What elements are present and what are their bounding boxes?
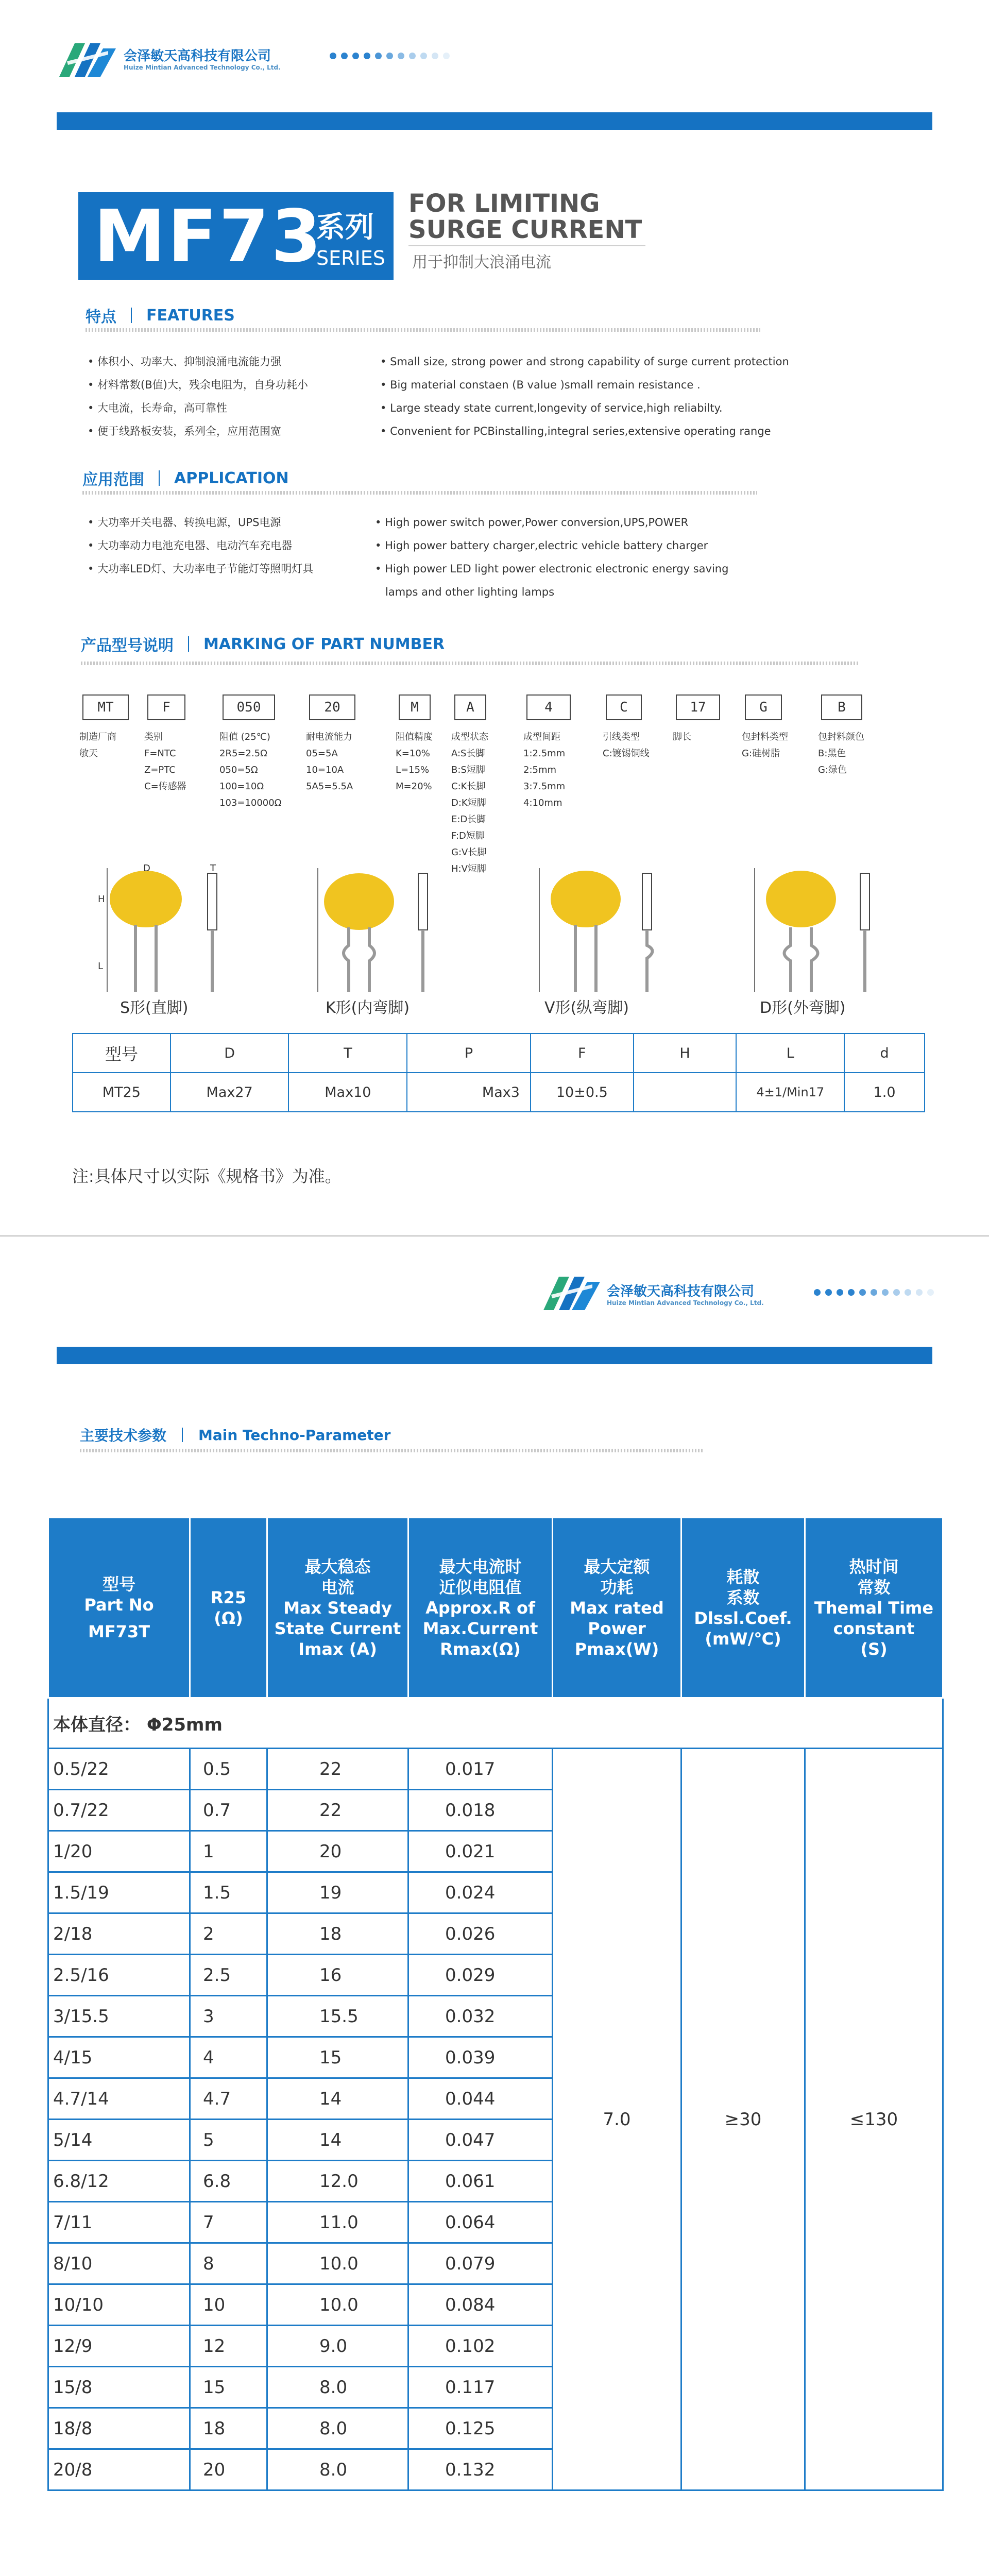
part-code-desc [144, 729, 186, 795]
shape-d-drawing [729, 863, 894, 997]
part-code-desc [219, 729, 281, 811]
column-header [805, 1518, 943, 1698]
table-header: 型号 [73, 1033, 170, 1073]
table-cell: 0.024 [408, 1872, 553, 1913]
params-table [47, 1517, 944, 2491]
table-cell: 0.021 [408, 1831, 553, 1872]
part-code-box: G [745, 694, 782, 720]
table-cell: 0.026 [408, 1913, 553, 1955]
params-divider [80, 1449, 703, 1452]
desc-line: G:硅树脂 [742, 748, 780, 759]
list-item: • 便于线路板安装，系列全，应用范围宽 [88, 425, 282, 437]
features-title-en: FEATURES [146, 306, 235, 325]
desc-line: C=传感器 [144, 781, 186, 792]
list-item: • 大功率开关电器、转换电源，UPS电源 [88, 516, 281, 529]
desc-line: 2R5=2.5Ω [219, 748, 267, 759]
decor-dots [814, 1289, 934, 1296]
part-code-box: M [399, 694, 431, 720]
table-cell: 0.047 [408, 2120, 553, 2161]
table-cell: Max10 [288, 1073, 407, 1112]
header-line: 电流 [321, 1577, 354, 1597]
list-item: • 体积小、功率大、抑制浪涌电流能力强 [88, 355, 282, 368]
table-cell: 0.132 [408, 2449, 553, 2490]
table-header: d [844, 1033, 925, 1073]
desc-line: H:V短脚 [451, 863, 486, 874]
desc-line: 阻值精度 [396, 732, 433, 742]
desc-line: 4:10mm [523, 798, 562, 808]
table-cell: 15.5 [267, 1996, 408, 2037]
desc-line: Z=PTC [144, 765, 176, 775]
header-line: 常数 [857, 1577, 891, 1597]
part-code-desc [742, 729, 788, 762]
table-cell [634, 1073, 737, 1112]
table-header: P [407, 1033, 531, 1073]
table-cell: 6.8 [190, 2161, 267, 2202]
part-code-box: 20 [309, 694, 355, 720]
dim-label-d: D [143, 863, 150, 874]
column-header [190, 1518, 267, 1698]
dimension-table [72, 1033, 925, 1112]
table-cell: 5/14 [48, 2120, 190, 2161]
table-cell: 0.5/22 [48, 1749, 190, 1790]
table-cell: 4.7/14 [48, 2078, 190, 2120]
dim-label-h: H [98, 894, 105, 905]
table-cell: 10.0 [267, 2243, 408, 2284]
table-cell: 0.7/22 [48, 1790, 190, 1831]
table-cell: 0.5 [190, 1749, 267, 1790]
table-cell: 8.0 [267, 2367, 408, 2408]
table-cell: 8/10 [48, 2243, 190, 2284]
shape-label: D形(外弯脚) [760, 999, 846, 1017]
table-cell: 20 [190, 2449, 267, 2490]
table-header-row [48, 1518, 943, 1698]
header-line: 型号 [102, 1574, 135, 1594]
table-cell: 0.061 [408, 2161, 553, 2202]
marking-divider [81, 662, 859, 665]
column-header [681, 1518, 805, 1698]
list-item: • High power switch power,Power conversion,UPS,POWER [375, 516, 689, 529]
part-code-desc [673, 729, 691, 745]
table-cell: 22 [267, 1749, 408, 1790]
application-title-en: APPLICATION [174, 469, 289, 487]
desc-line: 2:5mm [523, 765, 557, 775]
table-cell: 10.0 [267, 2284, 408, 2326]
desc-line: 脚长 [673, 732, 691, 742]
features-title [86, 304, 235, 327]
series-title-1: FOR LIMITING [408, 189, 600, 218]
dim-label-t: T [210, 863, 216, 874]
desc-line: K=10% [396, 748, 430, 759]
table-cell: 0.032 [408, 1996, 553, 2037]
table-cell: 0.039 [408, 2037, 553, 2078]
desc-line: A:S长脚 [451, 748, 485, 759]
table-cell: 11.0 [267, 2202, 408, 2243]
table-cell: 8.0 [267, 2449, 408, 2490]
list-item: • Small size, strong power and strong capability of surge current protection [380, 355, 789, 368]
header-line: 功耗 [600, 1577, 634, 1597]
desc-line: 包封料颜色 [818, 732, 864, 742]
column-header [553, 1518, 681, 1698]
header-line: Max Steady [283, 1598, 392, 1618]
table-cell: 10±0.5 [531, 1073, 634, 1112]
series-subtitle: 用于抑制大浪涌电流 [412, 253, 551, 272]
merged-cell-pmax: 7.0 [553, 1749, 681, 2490]
params-title-en: Main Techno-Parameter [198, 1426, 391, 1444]
shape-label: V形(纵弯脚) [544, 999, 629, 1017]
list-item: • High power LED light power electronic electronic energy saving [375, 563, 729, 575]
desc-line: G:V长脚 [451, 847, 487, 858]
part-code-box: A [454, 694, 486, 720]
table-cell: 12.0 [267, 2161, 408, 2202]
desc-line: 1:2.5mm [523, 748, 566, 759]
desc-line: 5A5=5.5A [306, 781, 353, 792]
shape-v [514, 863, 684, 1018]
table-cell: 0.7 [190, 1790, 267, 1831]
table-cell: 2 [190, 1913, 267, 1955]
table-header: D [170, 1033, 289, 1073]
header-line: Max rated [570, 1598, 664, 1618]
table-row [73, 1033, 925, 1073]
column-header [267, 1518, 408, 1698]
table-cell: 18 [190, 2408, 267, 2449]
shape-label: K形(内弯脚) [326, 999, 410, 1017]
table-header: T [288, 1033, 407, 1073]
desc-line: 100=10Ω [219, 781, 264, 792]
shape-s [92, 863, 241, 1018]
shape-d [729, 863, 894, 1018]
desc-line: 引线类型 [603, 732, 640, 742]
table-cell: 18/8 [48, 2408, 190, 2449]
table-cell: 0.084 [408, 2284, 553, 2326]
part-code-desc [523, 729, 565, 811]
params-title-cn: 主要技术参数 [80, 1427, 167, 1444]
application-title [82, 467, 289, 489]
desc-line: B:S短脚 [451, 765, 485, 775]
list-item: • Large steady state current,longevity of service,high reliabilty. [380, 402, 723, 414]
desc-line: E:D长脚 [451, 814, 486, 825]
list-item: • 材料常数(B值)大，残余电阻为，自身功耗小 [88, 379, 308, 391]
header-top-2 [541, 1263, 963, 1315]
table-cell: 19 [267, 1872, 408, 1913]
desc-line: 成型状态 [451, 732, 488, 742]
table-cell: 2.5/16 [48, 1955, 190, 1996]
table-cell: 4 [190, 2037, 267, 2078]
list-item: • 大功率动力电池充电器、电动汽车充电器 [88, 539, 293, 552]
table-cell: 0.064 [408, 2202, 553, 2243]
title-separator [131, 308, 132, 323]
header-line: 近似电阻值 [439, 1577, 522, 1597]
application-list-en [375, 511, 728, 604]
header-line: 最大稳态 [304, 1556, 371, 1577]
group-row [48, 1698, 943, 1749]
table-header: H [634, 1033, 737, 1073]
desc-line: D:K短脚 [451, 798, 486, 808]
table-row [73, 1073, 925, 1112]
table-cell: 9.0 [267, 2326, 408, 2367]
marking-title-en: MARKING OF PART NUMBER [203, 635, 445, 653]
shape-v-drawing [514, 863, 684, 997]
dim-label-l: L [98, 961, 104, 972]
company-logo-icon [541, 1272, 603, 1313]
series-model: MF73 [94, 195, 323, 279]
features-list-en [380, 350, 789, 443]
series-title-2: SURGE CURRENT [408, 215, 642, 244]
table-cell: 2.5 [190, 1955, 267, 1996]
company-name-en: Huize Mintian Advanced Technology Co., Ltd. [124, 64, 281, 71]
table-cell: 1.0 [844, 1073, 925, 1112]
table-cell: Max27 [170, 1073, 289, 1112]
table-cell: 10 [190, 2284, 267, 2326]
table-cell: 12/9 [48, 2326, 190, 2367]
header-line: 耗散 [726, 1567, 760, 1587]
table-cell: 0.018 [408, 1790, 553, 1831]
shape-label: S形(直脚) [120, 999, 189, 1017]
list-item: lamps and other lighting lamps [385, 586, 555, 598]
header-line: State Current [274, 1618, 401, 1638]
company-logo-icon [57, 38, 118, 79]
table-cell: 7/11 [48, 2202, 190, 2243]
group-label: 本体直径： Φ25mm [48, 1698, 943, 1749]
params-title [80, 1425, 390, 1445]
table-cell: 4.7 [190, 2078, 267, 2120]
header-line: R25 [210, 1587, 247, 1607]
table-cell: 0.117 [408, 2367, 553, 2408]
table-cell: 20/8 [48, 2449, 190, 2490]
table-cell: 0.044 [408, 2078, 553, 2120]
spec-note: 注:具体尺寸以实际《规格书》为准。 [72, 1166, 342, 1186]
header-line: Pmax(W) [574, 1639, 659, 1659]
features-title-cn: 特点 [86, 308, 116, 326]
title-divider [408, 245, 645, 246]
table-header: F [531, 1033, 634, 1073]
part-code-desc [603, 729, 650, 762]
desc-line: 3:7.5mm [523, 781, 566, 792]
table-cell: 4±1/Min17 [736, 1073, 844, 1112]
header-top [57, 32, 469, 83]
merged-cell-diss: ≥30 [681, 1749, 805, 2490]
part-code-box: F [147, 694, 185, 720]
list-item: • 大电流，长寿命，高可靠性 [88, 402, 228, 414]
desc-line: C:镀锡铜线 [603, 748, 650, 759]
application-list-cn [88, 511, 313, 581]
table-cell: 1.5/19 [48, 1872, 190, 1913]
table-cell: 1.5 [190, 1872, 267, 1913]
column-header [48, 1518, 190, 1698]
table-cell: 10/10 [48, 2284, 190, 2326]
part-code-box: B [821, 694, 862, 720]
header-bar [57, 112, 932, 130]
desc-line: F:D短脚 [451, 831, 485, 841]
header-bar-2 [57, 1347, 932, 1364]
list-item: • 大功率LED灯、大功率电子节能灯等照明灯具 [88, 563, 314, 575]
desc-line: M=20% [396, 781, 432, 792]
table-cell: 3 [190, 1996, 267, 2037]
table-cell: 7 [190, 2202, 267, 2243]
header-line: (Ω) [214, 1608, 243, 1628]
header-line: Dlssl.Coef. [694, 1608, 792, 1628]
table-cell: 14 [267, 2120, 408, 2161]
features-divider [86, 328, 760, 332]
desc-line: G:绿色 [818, 765, 847, 775]
table-row [48, 1749, 943, 1790]
title-separator [182, 1428, 183, 1442]
desc-line: 敏天 [79, 748, 98, 759]
application-divider [82, 491, 757, 495]
desc-line: F=NTC [144, 748, 176, 759]
table-cell: 0.125 [408, 2408, 553, 2449]
decor-dots [330, 53, 450, 59]
desc-line: 制造厂商 [79, 732, 116, 742]
desc-line: 050=5Ω [219, 765, 258, 775]
part-code-desc [79, 729, 116, 762]
part-code-desc [396, 729, 433, 795]
desc-line: 阻值 (25℃) [219, 732, 270, 742]
header-line: constant [833, 1618, 915, 1638]
table-cell: 22 [267, 1790, 408, 1831]
header-line: Themal Time [814, 1598, 934, 1618]
desc-line: 10=10A [306, 765, 344, 775]
header-line: Power [588, 1618, 646, 1638]
desc-line: 成型间距 [523, 732, 560, 742]
series-en: SERIES [316, 247, 385, 269]
header-line: MF73T [88, 1621, 150, 1641]
title-separator [159, 470, 160, 486]
company-name-en: Huize Mintian Advanced Technology Co., Ltd. [607, 1299, 764, 1307]
table-cell: 14 [267, 2078, 408, 2120]
table-cell: 16 [267, 1955, 408, 1996]
header-line: 最大定额 [584, 1556, 650, 1577]
table-cell: 12 [190, 2326, 267, 2367]
header-line: Rmax(Ω) [440, 1639, 521, 1659]
table-cell: 15 [190, 2367, 267, 2408]
title-separator [188, 636, 189, 652]
part-code-box: C [606, 694, 642, 720]
part-code-desc [818, 729, 864, 778]
page-separator [0, 1235, 989, 1236]
table-cell: 0.017 [408, 1749, 553, 1790]
table-cell: 15 [267, 2037, 408, 2078]
table-cell: 8 [190, 2243, 267, 2284]
series-cn: 系列 [316, 211, 374, 244]
application-title-cn: 应用范围 [82, 471, 144, 489]
desc-line: 包封料类型 [742, 732, 788, 742]
header-line: Part No [84, 1595, 154, 1615]
table-cell: 18 [267, 1913, 408, 1955]
part-code-desc [451, 729, 488, 877]
marking-title-cn: 产品型号说明 [81, 637, 174, 655]
header-line: Max.Current [422, 1618, 538, 1638]
table-header: L [736, 1033, 844, 1073]
company-name-cn: 会泽敏天高科技有限公司 [607, 1284, 755, 1299]
part-code-box: 17 [676, 694, 720, 720]
table-cell: Max3 [407, 1073, 531, 1112]
list-item: • Big material constaen (B value )small remain resistance . [380, 379, 701, 391]
header-line: 热时间 [849, 1556, 899, 1577]
table-cell: 8.0 [267, 2408, 408, 2449]
header-line: 最大电流时 [439, 1556, 522, 1577]
shape-k [297, 863, 452, 1018]
series-box [78, 192, 394, 280]
table-cell: 0.102 [408, 2326, 553, 2367]
column-header [408, 1518, 553, 1698]
table-cell: 6.8/12 [48, 2161, 190, 2202]
part-code-box: MT [82, 694, 129, 720]
table-cell: 1/20 [48, 1831, 190, 1872]
desc-line: 类别 [144, 732, 163, 742]
header-line: (mW/℃) [705, 1629, 781, 1649]
shape-k-drawing [297, 863, 452, 997]
table-cell: 5 [190, 2120, 267, 2161]
desc-line: C:K长脚 [451, 781, 486, 792]
table-cell: 3/15.5 [48, 1996, 190, 2037]
company-name-cn: 会泽敏天高科技有限公司 [124, 48, 271, 64]
table-cell: 1 [190, 1831, 267, 1872]
list-item: • High power battery charger,electric vehicle battery charger [375, 539, 708, 552]
desc-line: 耐电流能力 [306, 732, 352, 742]
desc-line: 103=10000Ω [219, 798, 282, 808]
header-line: Imax (A) [298, 1639, 377, 1659]
part-code-desc [306, 729, 353, 795]
part-code-box: 4 [526, 694, 571, 720]
table-cell: 0.079 [408, 2243, 553, 2284]
table-cell: 4/15 [48, 2037, 190, 2078]
table-cell: MT25 [73, 1073, 170, 1112]
merged-cell-tau: ≤130 [805, 1749, 943, 2490]
desc-line: B:黑色 [818, 748, 846, 759]
header-line: (S) [860, 1639, 888, 1659]
list-item: • Convenient for PCBinstalling,integral series,extensive operating range [380, 425, 771, 437]
header-line: 系数 [726, 1587, 760, 1607]
part-code-box: 050 [223, 694, 275, 720]
header-line: Approx.R of [425, 1598, 535, 1618]
desc-line: 05=5A [306, 748, 338, 759]
marking-title [81, 633, 445, 655]
table-cell: 2/18 [48, 1913, 190, 1955]
table-cell: 20 [267, 1831, 408, 1872]
features-list-cn [88, 350, 308, 443]
shape-s-drawing [92, 863, 241, 997]
table-cell: 0.029 [408, 1955, 553, 1996]
table-cell: 15/8 [48, 2367, 190, 2408]
desc-line: L=15% [396, 765, 430, 775]
